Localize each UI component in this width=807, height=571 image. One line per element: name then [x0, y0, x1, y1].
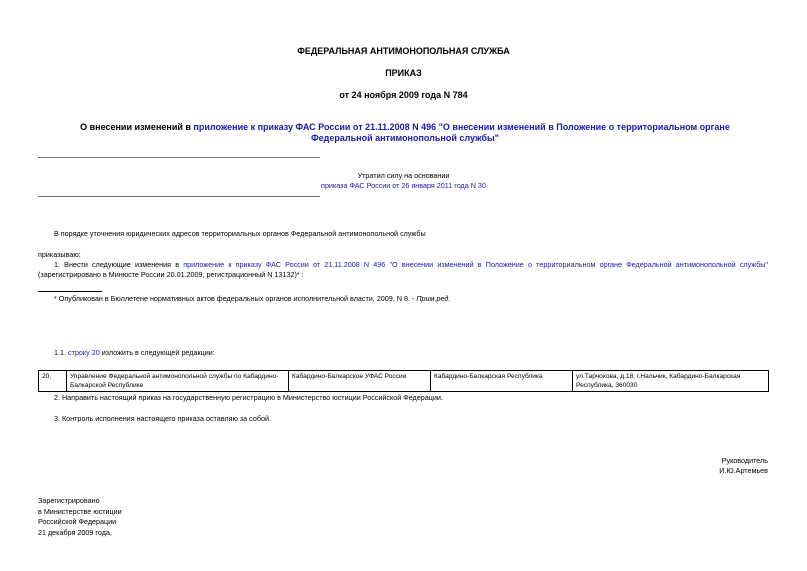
registration-line-1: Зарегистрировано: [38, 496, 100, 505]
document-title: [50, 122, 760, 144]
item-1-1-suffix: изложить в следующей редакции:: [99, 348, 215, 357]
signature-name: И.Ю.Артемьев: [719, 466, 768, 475]
document-type: ПРИКАЗ: [385, 68, 422, 78]
table-cell-short-name: Кабардино-Балкарское УФАС России: [289, 371, 431, 392]
footnote-note: Прим.ред.: [416, 294, 451, 303]
table-row: [39, 371, 769, 392]
item-1: [38, 260, 768, 280]
item-1-prefix: 1. Внести следующие изменения в: [54, 260, 184, 269]
item-1-suffix: (зарегистрировано в Минюсте России 20.01.2009, регистрационный N 13132)* :: [38, 270, 304, 279]
agency-name: ФЕДЕРАЛЬНАЯ АНТИМОНОПОЛЬНАЯ СЛУЖБА: [297, 46, 510, 56]
replacement-table: [38, 370, 769, 392]
registration-line-4: 21 декабря 2009 года,: [38, 527, 112, 537]
registration-line-2: в Министерстве юстиции: [38, 506, 122, 516]
item-2: 2. Направить настоящий приказ на государственную регистрацию в Министерство юстиции Российской Федерации.: [54, 393, 443, 402]
registration-block: [38, 496, 122, 538]
status-line: Утратил силу на основании: [357, 171, 450, 180]
signature-position: Руководитель: [721, 456, 768, 465]
item-1-1-prefix: 1.1.: [54, 348, 68, 357]
table-cell-number: 20.: [39, 371, 67, 392]
order-word: приказываю:: [38, 250, 81, 259]
table-cell-address: ул.Тарчокова, д.18, г.Нальчик, Кабардино-Балкарская Республика, 360030: [573, 371, 769, 392]
document-date-number: от 24 ноября 2009 года N 784: [339, 90, 468, 100]
table-cell-region: Кабардино-Балкарская Республика: [431, 371, 573, 392]
table-cell-organ: Управление Федеральной антимонопольной службы по Кабардино-Балкарской Республике: [67, 371, 289, 392]
item-3: 3. Контроль исполнения настоящего приказа оставляю за собой.: [54, 414, 271, 423]
footnote-divider: [38, 291, 102, 292]
divider-top: [38, 157, 320, 158]
footnote: [54, 294, 450, 303]
title-link[interactable]: приложение к приказу ФАС России от 21.11.2008 N 496 "О внесении изменений в Положение о территориальном органе Федеральной антимонопольной службы": [193, 122, 730, 143]
item-1-link[interactable]: приложение к приказу ФАС России от 21.11.2008 N 496 "О внесении изменений в Положение о территориальном органе Федеральной антимонопольной службы": [183, 260, 769, 269]
item-1-1-link[interactable]: строку 20: [68, 348, 100, 357]
registration-line-3: Российской Федерации: [38, 517, 117, 526]
footnote-text: * Опубликован в Бюллетене нормативных актов федеральных органов исполнительной власти, 2009, N 8. -: [54, 294, 417, 303]
status-link[interactable]: приказа ФАС России от 26 января 2011 года N 30: [321, 181, 486, 190]
divider-bottom: [38, 196, 320, 197]
item-1-1: [54, 348, 215, 357]
title-prefix: О внесении изменений в: [80, 122, 194, 132]
intro-text: В порядке уточнения юридических адресов территориальных органов Федеральной антимонопольной службы: [54, 229, 426, 238]
